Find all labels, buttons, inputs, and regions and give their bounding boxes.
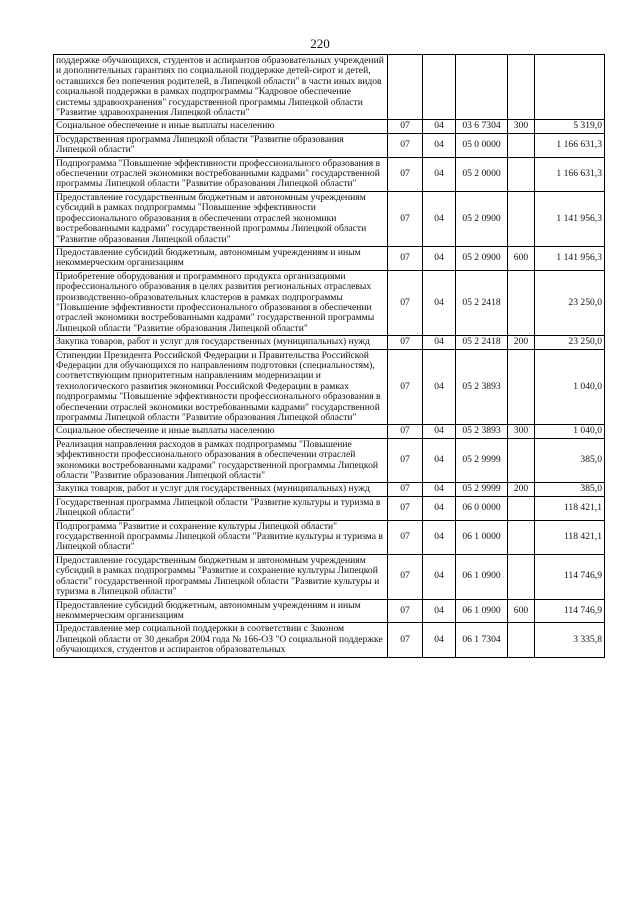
row-name: Предоставление государственным бюджетным и автономным учреждениям субсидий в рамках подпрограммы "Развитие и сохранение культуры Липецкой области" государственной программы Липецкой области "Развитие культуры и туризма в Липецкой области": [54, 554, 388, 599]
table-row: [54, 438, 605, 483]
row-subsection: 04: [423, 133, 456, 157]
row-subsection: 04: [423, 496, 456, 520]
row-expense-type: [508, 554, 535, 599]
budget-table: [53, 54, 605, 658]
row-amount: 1 040,0: [535, 425, 605, 438]
row-section: 07: [388, 483, 423, 496]
row-name: Предоставление субсидий бюджетным, автономным учреждениям и иным некоммерческим организациям: [54, 599, 388, 623]
row-amount: 114 746,9: [535, 599, 605, 623]
table-row: [54, 55, 605, 120]
row-target-article: 06 1 7304: [456, 623, 508, 657]
table-row: [54, 191, 605, 246]
row-section: [388, 55, 423, 120]
row-name: Закупка товаров, работ и услуг для государственных (муниципальных) нужд: [54, 483, 388, 496]
row-subsection: 04: [423, 246, 456, 270]
row-expense-type: [508, 520, 535, 554]
table-row: [54, 496, 605, 520]
row-subsection: 04: [423, 157, 456, 191]
row-target-article: 05 2 3893: [456, 349, 508, 425]
table-row: [54, 623, 605, 657]
row-subsection: 04: [423, 120, 456, 133]
row-name: Приобретение оборудования и программного продукта организациями профессионального образования в целях развития региональных отраслевых производственно-образовательных кластеров в рамках подпрограммы "Повышение эффективности профессионального образования в обеспечении отраслей экономики востребованными кадрами" государственной программы Липецкой области "Развитие образования Липецкой области": [54, 270, 388, 335]
row-expense-type: 200: [508, 483, 535, 496]
row-section: 07: [388, 120, 423, 133]
row-expense-type: 600: [508, 246, 535, 270]
row-subsection: 04: [423, 554, 456, 599]
row-subsection: 04: [423, 483, 456, 496]
row-section: 07: [388, 496, 423, 520]
row-amount: 118 421,1: [535, 496, 605, 520]
row-expense-type: 200: [508, 336, 535, 349]
row-target-article: 05 2 3893: [456, 425, 508, 438]
row-target-article: 05 2 2418: [456, 270, 508, 335]
row-section: 07: [388, 623, 423, 657]
row-name: Социальное обеспечение и иные выплаты населению: [54, 425, 388, 438]
row-section: 07: [388, 336, 423, 349]
row-section: 07: [388, 554, 423, 599]
row-subsection: 04: [423, 599, 456, 623]
row-amount: 1 141 956,3: [535, 246, 605, 270]
row-subsection: [423, 55, 456, 120]
row-name: Государственная программа Липецкой области "Развитие образования Липецкой области": [54, 133, 388, 157]
row-section: 07: [388, 349, 423, 425]
table-row: [54, 157, 605, 191]
row-subsection: 04: [423, 520, 456, 554]
row-subsection: 04: [423, 270, 456, 335]
row-target-article: 05 2 2418: [456, 336, 508, 349]
row-name: Закупка товаров, работ и услуг для государственных (муниципальных) нужд: [54, 336, 388, 349]
row-expense-type: [508, 157, 535, 191]
row-target-article: 03 6 7304: [456, 120, 508, 133]
row-subsection: 04: [423, 349, 456, 425]
row-section: 07: [388, 520, 423, 554]
row-target-article: 05 2 9999: [456, 483, 508, 496]
row-expense-type: 600: [508, 599, 535, 623]
row-section: 07: [388, 438, 423, 483]
table-row: [54, 599, 605, 623]
row-amount: 114 746,9: [535, 554, 605, 599]
row-expense-type: [508, 55, 535, 120]
row-section: 07: [388, 191, 423, 246]
page-number: 220: [310, 36, 330, 51]
row-name: Стипендии Президента Российской Федерации и Правительства Российской Федерации для обучающихся по направлениям подготовки (специальностям), соответствующим приоритетным направлениям модернизации и технологического развития экономики Российской Федерации в рамках подпрограммы "Повышение эффективности профессионального образования в обеспечении отраслей экономики востребованными кадрами" государственной программы Липецкой области "Развитие образования Липецкой области": [54, 349, 388, 425]
row-amount: 3 335,8: [535, 623, 605, 657]
table-row: [54, 520, 605, 554]
row-name: Предоставление субсидий бюджетным, автономным учреждениям и иным некоммерческим организациям: [54, 246, 388, 270]
table-row: [54, 554, 605, 599]
row-name: Социальное обеспечение и иные выплаты населению: [54, 120, 388, 133]
row-target-article: 06 0 0000: [456, 496, 508, 520]
row-expense-type: 300: [508, 120, 535, 133]
row-amount: 1 166 631,3: [535, 157, 605, 191]
table-row: [54, 246, 605, 270]
row-subsection: 04: [423, 336, 456, 349]
table-row: [54, 270, 605, 335]
row-amount: 118 421,1: [535, 520, 605, 554]
row-subsection: 04: [423, 425, 456, 438]
row-target-article: 05 2 0900: [456, 246, 508, 270]
budget-table-body: [54, 55, 605, 658]
row-expense-type: [508, 191, 535, 246]
row-amount: [535, 55, 605, 120]
table-row: [54, 336, 605, 349]
row-amount: 1 166 631,3: [535, 133, 605, 157]
row-section: 07: [388, 270, 423, 335]
row-amount: 23 250,0: [535, 336, 605, 349]
row-name: Предоставление мер социальной поддержки в соответствии с Законом Липецкой области от 30 декабря 2004 года № 166-ОЗ "О социальной поддержке обучающихся, студентов и аспирантов образовательных: [54, 623, 388, 657]
table-row: [54, 120, 605, 133]
row-section: 07: [388, 133, 423, 157]
row-subsection: 04: [423, 191, 456, 246]
row-target-article: 05 0 0000: [456, 133, 508, 157]
row-name: поддержке обучающихся, студентов и аспирантов образовательных учреждений и дополнительных гарантиях по социальной поддержке детей-сирот и детей, оставшихся без попечения родителей, в Липецкой области" в части иных видов социальной поддержки в рамках подпрограммы "Кадровое обеспечение системы здравоохранения" государственной программы Липецкой области "Развитие здравоохранения Липецкой области": [54, 55, 388, 120]
table-row: [54, 349, 605, 425]
row-expense-type: [508, 496, 535, 520]
row-expense-type: [508, 270, 535, 335]
row-amount: 385,0: [535, 483, 605, 496]
row-amount: 1 141 956,3: [535, 191, 605, 246]
table-row: [54, 133, 605, 157]
row-section: 07: [388, 246, 423, 270]
table-row: [54, 483, 605, 496]
row-target-article: 06 1 0000: [456, 520, 508, 554]
row-target-article: 06 1 0900: [456, 554, 508, 599]
row-target-article: 05 2 0000: [456, 157, 508, 191]
row-amount: 385,0: [535, 438, 605, 483]
row-amount: 23 250,0: [535, 270, 605, 335]
row-target-article: 05 2 9999: [456, 438, 508, 483]
row-section: 07: [388, 425, 423, 438]
row-target-article: 06 1 0900: [456, 599, 508, 623]
row-expense-type: [508, 349, 535, 425]
row-expense-type: 300: [508, 425, 535, 438]
row-target-article: 05 2 0900: [456, 191, 508, 246]
row-name: Государственная программа Липецкой области "Развитие культуры и туризма в Липецкой области": [54, 496, 388, 520]
row-name: Реализация направления расходов в рамках подпрограммы "Повышение эффективности профессионального образования в обеспечении отраслей экономики востребованными кадрами" государственной программы Липецкой области "Развитие образования Липецкой области": [54, 438, 388, 483]
row-amount: 1 040,0: [535, 349, 605, 425]
row-section: 07: [388, 599, 423, 623]
row-subsection: 04: [423, 623, 456, 657]
row-amount: 5 319,0: [535, 120, 605, 133]
row-section: 07: [388, 157, 423, 191]
table-row: [54, 425, 605, 438]
row-name: Подпрограмма "Развитие и сохранение культуры Липецкой области" государственной программы Липецкой области "Развитие культуры и туризма в Липецкой области": [54, 520, 388, 554]
row-name: Подпрограмма "Повышение эффективности профессионального образования в обеспечении отраслей экономики востребованными кадрами" государственной программы Липецкой области "Развитие образования Липецкой области": [54, 157, 388, 191]
row-target-article: [456, 55, 508, 120]
row-expense-type: [508, 623, 535, 657]
row-expense-type: [508, 133, 535, 157]
row-subsection: 04: [423, 438, 456, 483]
row-name: Предоставление государственным бюджетным и автономным учреждениям субсидий в рамках подпрограммы "Повышение эффективности профессионального образования в обеспечении отраслей экономики востребованными кадрами" государственной программы Липецкой области "Развитие образования Липецкой области": [54, 191, 388, 246]
row-expense-type: [508, 438, 535, 483]
